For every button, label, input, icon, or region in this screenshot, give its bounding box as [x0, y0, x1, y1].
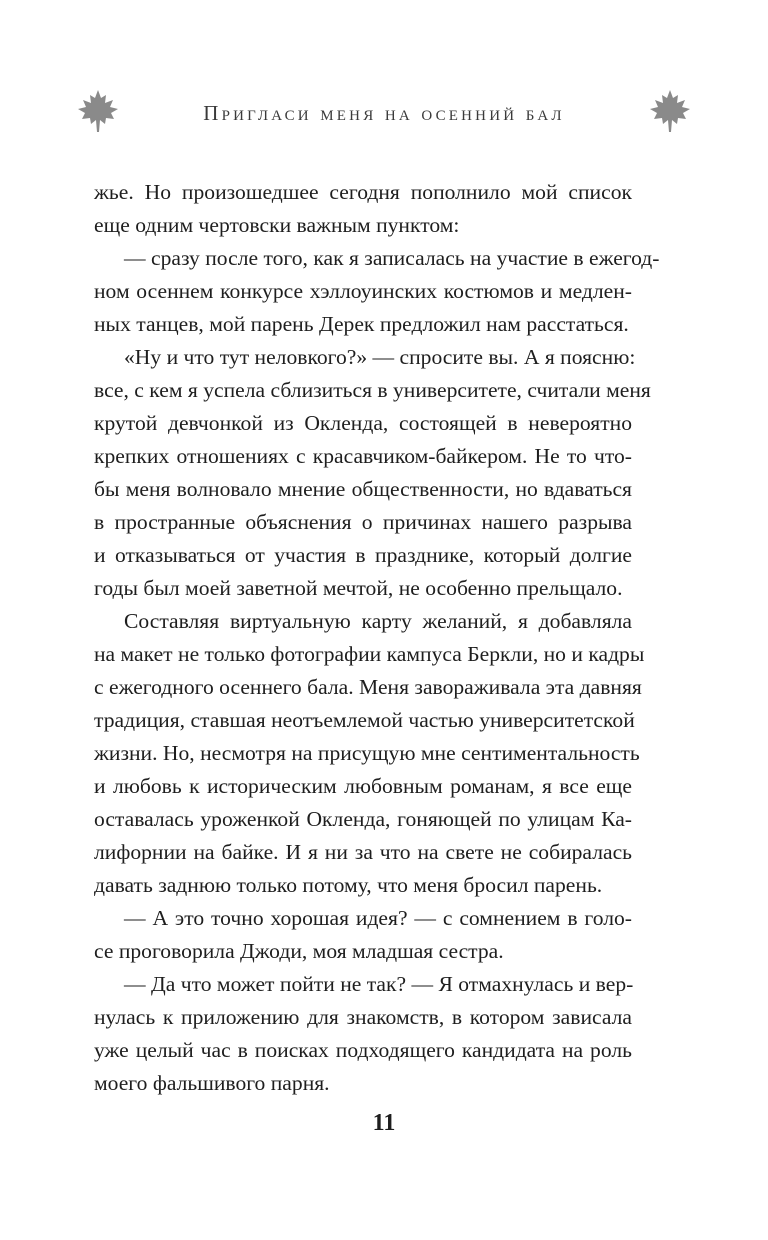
text-line: крутой девчонкой из Окленда, состоящей в невероятно [94, 411, 632, 435]
text-line: ных танцев, мой парень Дерек предложил нам расстаться. [94, 312, 629, 336]
text-line: жизни. Но, несмотря на присущую мне сентиментальность [94, 741, 640, 765]
text-line: все, с кем я успела сблизиться в университете, считали меня [94, 378, 651, 402]
text-line: лифорнии на байке. И я ни за что на свете не собиралась [94, 840, 632, 864]
text-line: традиция, ставшая неотъемлемой частью университетской [94, 708, 635, 732]
text-line: оставалась уроженкой Окленда, гоняющей по улицам Ка- [94, 807, 632, 831]
text-line: и отказываться от участия в празднике, который долгие [94, 543, 632, 567]
text-line: се проговорила Джоди, моя младшая сестра. [94, 939, 504, 963]
text-line: уже целый час в поисках подходящего кандидата на роль [94, 1038, 632, 1062]
text-line: еще одним чертовски важным пунктом: [94, 213, 460, 237]
text-line: — сразу после того, как я записалась на участие в ежегод- [124, 246, 660, 270]
page-number: 11 [372, 1110, 396, 1136]
text-line: Составляя виртуальную карту желаний, я добавляла [124, 609, 632, 633]
text-line: моего фальшивого парня. [94, 1071, 330, 1095]
running-title: Пригласи меня на осенний бал [203, 100, 565, 125]
text-line: годы был моей заветной мечтой, не особенно прельщало. [94, 576, 623, 600]
text-line: — Да что может пойти не так? — Я отмахнулась и вер- [124, 972, 634, 996]
text-line: крепких отношениях с красавчиком-байкером. Не то что- [94, 444, 632, 468]
maple-leaf-icon [648, 88, 692, 134]
text-line: бы меня волновало мнение общественности, но вдаваться [94, 477, 632, 501]
text-line: с ежегодного осеннего бала. Меня завораживала эта давняя [94, 675, 642, 699]
maple-leaf-icon [76, 88, 120, 134]
running-header [70, 88, 698, 138]
text-line: нулась к приложению для знакомств, в котором зависала [94, 1005, 632, 1029]
text-line: и любовь к историческим любовным романам, я все еще [94, 774, 632, 798]
body-text [94, 176, 660, 1100]
text-line: жье. Но произошедшее сегодня пополнило мой список [94, 180, 632, 204]
text-line: давать заднюю только потому, что меня бросил парень. [94, 873, 603, 897]
text-line: ном осеннем конкурсе хэллоуинских костюмов и медлен- [94, 279, 632, 303]
text-line: — А это точно хорошая идея? — с сомнением в голо- [124, 906, 632, 930]
text-line: в пространные объяснения о причинах нашего разрыва [94, 510, 632, 534]
text-line: на макет не только фотографии кампуса Беркли, но и кадры [94, 642, 645, 666]
text-line: «Ну и что тут неловкого?» — спросите вы. А я поясню: [124, 345, 636, 369]
